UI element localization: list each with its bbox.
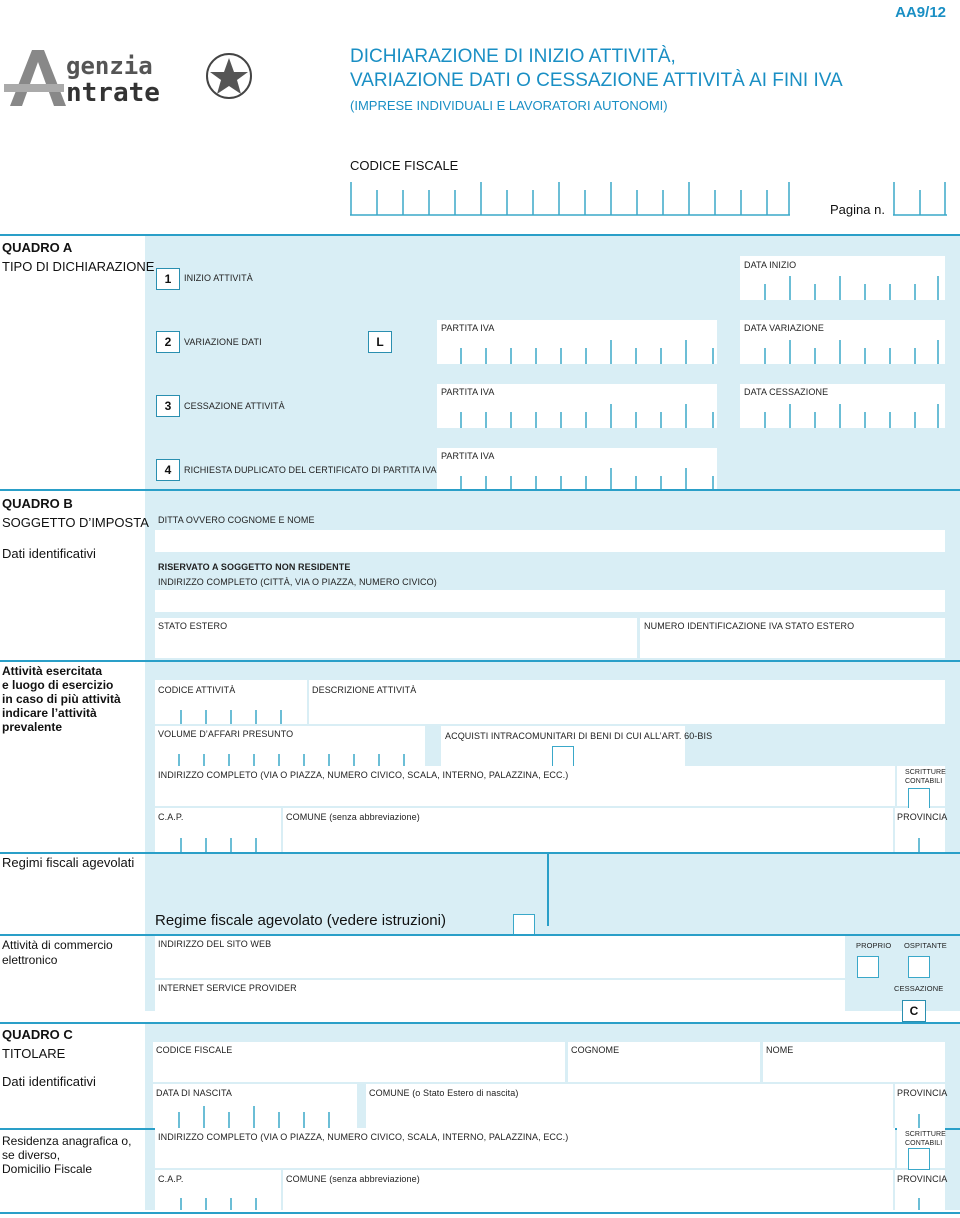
titolare-nome-input[interactable] xyxy=(763,1042,945,1082)
cap-esercizio-input[interactable] xyxy=(155,808,281,852)
indirizzo-estero-input[interactable] xyxy=(155,590,945,612)
volume-affari-input[interactable] xyxy=(155,726,425,768)
variazione-l-box[interactable]: L xyxy=(368,331,392,353)
contabili-label: CONTABILI xyxy=(905,1140,943,1147)
ditta-input[interactable] xyxy=(155,530,945,552)
residenza-indirizzo-input[interactable] xyxy=(155,1128,895,1168)
comune-esercizio-input[interactable] xyxy=(283,808,893,852)
agenzia-entrate-logo xyxy=(4,44,254,116)
residenza-side-label xyxy=(2,1134,131,1176)
residenza-side-line: Residenza anagrafica o, xyxy=(2,1134,132,1148)
scritture-label: SCRITTURE xyxy=(905,1131,946,1138)
regime-agevolato-checkbox[interactable] xyxy=(513,914,535,936)
data-nascita-input[interactable] xyxy=(153,1084,357,1128)
sito-web-input[interactable] xyxy=(155,936,845,978)
scritture-contabili-checkbox[interactable] xyxy=(908,788,930,810)
isp-input[interactable] xyxy=(155,980,845,1012)
cessazione-box[interactable]: C xyxy=(902,1000,926,1022)
proprio-label: PROPRIO xyxy=(856,941,892,950)
form-title-line2: VARIAZIONE DATI O CESSAZIONE ATTIVITÀ AI FINI IVA xyxy=(350,70,843,91)
duplicato-partita-iva-field[interactable] xyxy=(437,448,717,490)
acquisti-intracomunitari-checkbox[interactable] xyxy=(552,746,574,768)
form-title-line3: (IMPRESE INDIVIDUALI E LAVORATORI AUTONOMI) xyxy=(350,98,668,113)
cessazione-attivita-checkbox[interactable]: 3 xyxy=(156,395,180,417)
residenza-comune-label: COMUNE (senza abbreviazione) xyxy=(286,1174,420,1184)
attivita-side-line: Attività esercitata xyxy=(2,664,103,678)
form-code: AA9/12 xyxy=(895,4,946,21)
regime-agevolato-label: Regime fiscale agevolato (vedere istruzioni) xyxy=(155,912,446,929)
titolare-cognome-label: COGNOME xyxy=(571,1045,620,1055)
comune-nascita-label: COMUNE (o Stato Estero di nascita) xyxy=(369,1088,519,1098)
titolare-codice-fiscale-label: CODICE FISCALE xyxy=(156,1045,233,1055)
ecommerce-side-label xyxy=(2,938,113,968)
attivita-side-line: prevalente xyxy=(2,720,63,734)
variazione-dati-label: VARIAZIONE DATI xyxy=(184,337,262,347)
proprio-checkbox[interactable] xyxy=(857,956,879,978)
residenza-scritture-checkbox[interactable] xyxy=(908,1148,930,1170)
titolare-cognome-input[interactable] xyxy=(568,1042,760,1082)
data-inizio-label: DATA INIZIO xyxy=(744,260,797,270)
partita-iva-label: PARTITA IVA xyxy=(441,323,495,333)
indirizzo-esercizio-input[interactable] xyxy=(155,766,895,806)
provincia-label: PROVINCIA xyxy=(897,812,948,822)
residenza-side-line: Domicilio Fiscale xyxy=(2,1162,93,1176)
residenza-side-line: se diverso, xyxy=(2,1148,61,1162)
comune-nascita-input[interactable] xyxy=(366,1084,893,1128)
quadro-a-title: QUADRO A xyxy=(2,240,73,255)
indirizzo-estero-label: INDIRIZZO COMPLETO (CITTÀ, VIA O PIAZZA, NUMERO CIVICO) xyxy=(158,577,437,587)
comune-label: COMUNE (senza abbreviazione) xyxy=(286,812,420,822)
attivita-side-label xyxy=(2,664,121,734)
volume-affari-label: VOLUME D’AFFARI PRESUNTO xyxy=(158,729,294,739)
inizio-attivita-label: INIZIO ATTIVITÀ xyxy=(184,273,253,283)
quadro-c-subtitle: TITOLARE xyxy=(2,1046,66,1061)
data-variazione-field[interactable] xyxy=(740,320,945,364)
pagina-input[interactable] xyxy=(893,182,947,216)
residenza-indirizzo-label: INDIRIZZO COMPLETO (VIA O PIAZZA, NUMERO CIVICO, SCALA, INTERNO, PALAZZINA, ECC.) xyxy=(158,1132,569,1142)
quadro-a-subtitle: TIPO DI DICHIARAZIONE xyxy=(2,259,155,274)
codice-attivita-input[interactable] xyxy=(155,680,307,724)
data-cessazione-field[interactable] xyxy=(740,384,945,428)
data-nascita-label: DATA DI NASCITA xyxy=(156,1088,233,1098)
quadro-b-title: QUADRO B xyxy=(2,496,73,511)
descrizione-attivita-label: DESCRIZIONE ATTIVITÀ xyxy=(312,685,417,695)
attivita-side-line: in caso di più attività xyxy=(2,692,121,706)
form-title-line1: DICHIARAZIONE DI INIZIO ATTIVITÀ, xyxy=(350,46,676,67)
ecommerce-side-line: elettronico xyxy=(2,953,58,967)
indirizzo-esercizio-label: INDIRIZZO COMPLETO (VIA O PIAZZA, NUMERO CIVICO, SCALA, INTERNO, PALAZZINA, ECC.) xyxy=(158,770,569,780)
logo-text-line1: genzia xyxy=(66,52,153,80)
quadro-c-dati-identificativi: Dati identificativi xyxy=(2,1074,96,1089)
numero-iva-estero-label: NUMERO IDENTIFICAZIONE IVA STATO ESTERO xyxy=(644,621,855,631)
logo-text-line2: ntrate xyxy=(66,78,160,108)
scritture-label: SCRITTURE xyxy=(905,769,946,776)
stato-estero-input[interactable] xyxy=(155,618,637,658)
ospitante-label: OSPITANTE xyxy=(904,941,947,950)
cessazione-partita-iva-field[interactable] xyxy=(437,384,717,428)
data-cessazione-label: DATA CESSAZIONE xyxy=(744,387,829,397)
cap-label: C.A.P. xyxy=(158,812,184,822)
variazione-partita-iva-field[interactable] xyxy=(437,320,717,364)
duplicato-certificato-checkbox[interactable]: 4 xyxy=(156,459,180,481)
contabili-label: CONTABILI xyxy=(905,778,943,785)
provincia-esercizio-input[interactable] xyxy=(895,808,948,852)
quadro-c-title: QUADRO C xyxy=(2,1027,73,1042)
data-inizio-field[interactable] xyxy=(740,256,945,300)
partita-iva-label: PARTITA IVA xyxy=(441,451,495,461)
titolare-codice-fiscale-input[interactable] xyxy=(153,1042,565,1082)
ditta-label: DITTA OVVERO COGNOME E NOME xyxy=(158,515,315,525)
codice-fiscale-label: CODICE FISCALE xyxy=(350,158,459,173)
residenza-provincia-input[interactable] xyxy=(895,1170,948,1210)
variazione-dati-checkbox[interactable]: 2 xyxy=(156,331,180,353)
descrizione-attivita-input[interactable] xyxy=(309,680,945,724)
ospitante-checkbox[interactable] xyxy=(908,956,930,978)
inizio-attivita-checkbox[interactable]: 1 xyxy=(156,268,180,290)
partita-iva-label: PARTITA IVA xyxy=(441,387,495,397)
acquisti-intracomunitari-label: ACQUISTI INTRACOMUNITARI DI BENI DI CUI ALL’ART. 60-BIS xyxy=(445,731,713,741)
cessazione-attivita-label: CESSAZIONE ATTIVITÀ xyxy=(184,401,285,411)
riservato-label: RISERVATO A SOGGETTO NON RESIDENTE xyxy=(158,562,351,572)
isp-label: INTERNET SERVICE PROVIDER xyxy=(158,983,297,993)
pagina-label: Pagina n. xyxy=(830,202,885,217)
residenza-cap-label: C.A.P. xyxy=(158,1174,184,1184)
residenza-provincia-label: PROVINCIA xyxy=(897,1174,948,1184)
attivita-side-line: e luogo di esercizio xyxy=(2,678,114,692)
duplicato-certificato-label: RICHIESTA DUPLICATO DEL CERTIFICATO DI PARTITA IVA xyxy=(184,465,437,475)
regimi-fiscali-label: Regimi fiscali agevolati xyxy=(2,855,135,870)
titolare-nome-label: NOME xyxy=(766,1045,794,1055)
stato-estero-label: STATO ESTERO xyxy=(158,621,228,631)
residenza-cap-input[interactable] xyxy=(155,1170,281,1210)
attivita-side-line: indicare l’attività xyxy=(2,706,97,720)
numero-iva-estero-input[interactable] xyxy=(640,618,945,658)
quadro-b-subtitle: SOGGETTO D’IMPOSTA xyxy=(2,515,149,530)
cessazione-label: CESSAZIONE xyxy=(894,984,944,993)
ecommerce-side-line: Attività di commercio xyxy=(2,938,113,952)
codice-fiscale-input[interactable] xyxy=(350,182,790,216)
provincia-nascita-input[interactable] xyxy=(895,1084,948,1128)
sito-web-label: INDIRIZZO DEL SITO WEB xyxy=(158,939,272,949)
data-variazione-label: DATA VARIAZIONE xyxy=(744,323,825,333)
quadro-b-dati-identificativi: Dati identificativi xyxy=(2,546,96,561)
codice-attivita-label: CODICE ATTIVITÀ xyxy=(158,685,236,695)
provincia-nascita-label: PROVINCIA xyxy=(897,1088,948,1098)
residenza-comune-input[interactable] xyxy=(283,1170,893,1210)
